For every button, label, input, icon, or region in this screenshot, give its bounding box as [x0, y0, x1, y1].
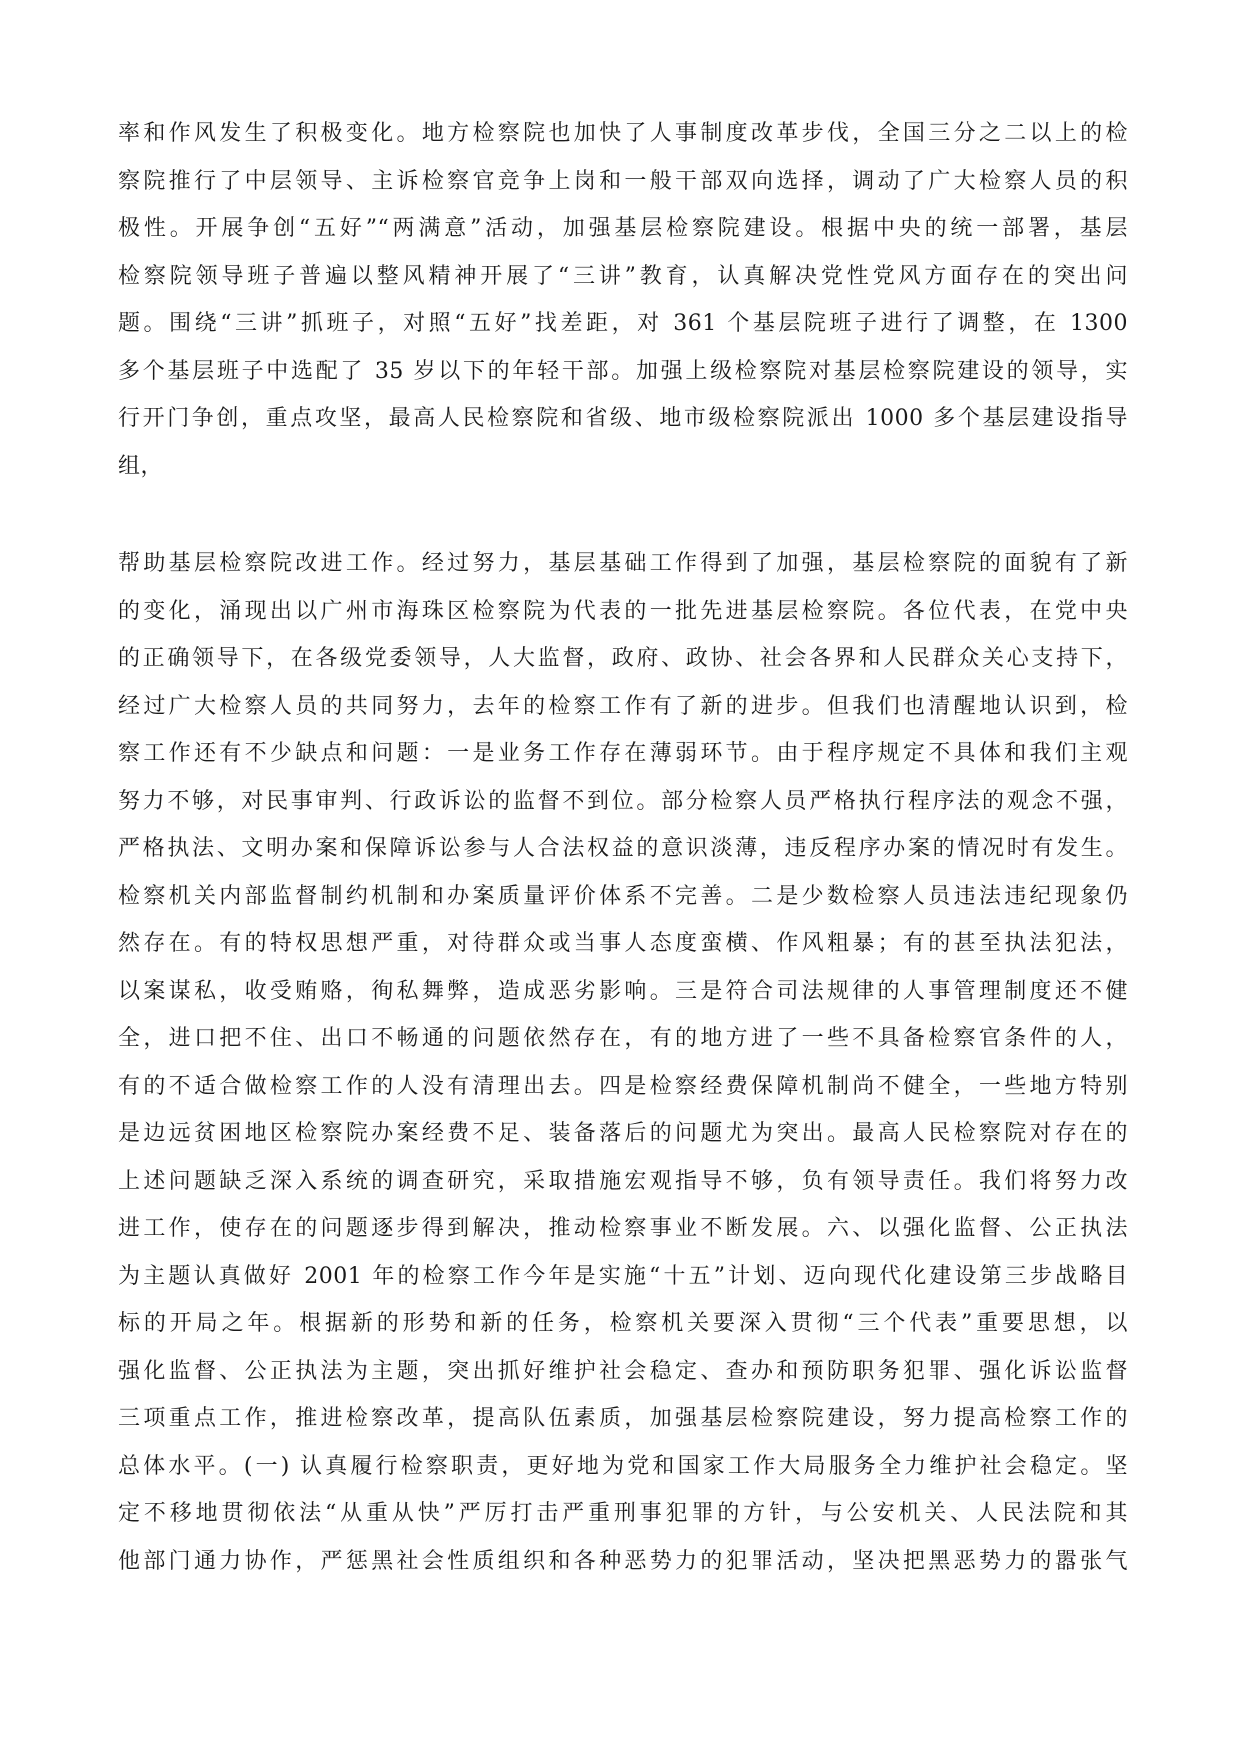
text-line: 题。围绕“三讲”抓班子，对照“五好”找差距，对 361 个基层院班子进行了调整，在 1300 — [118, 311, 1128, 336]
text-line: 察工作还有不少缺点和问题：一是业务工作存在薄弱环节。由于程序规定不具体和我们主观 — [118, 741, 1128, 766]
text-line: 行开门争创，重点攻坚，最高人民检察院和省级、地市级检察院派出 1000 多个基层建设指导 — [118, 406, 1128, 431]
text-line: 努力不够，对民事审判、行政诉讼的监督不到位。部分检察人员严格执行程序法的观念不强， — [118, 788, 1128, 814]
text-line: 为主题认真做好 2001 年的检察工作今年是实施“十五”计划、迈向现代化建设第三步战略目 — [118, 1263, 1128, 1289]
text-line: 以案谋私，收受贿赂，徇私舞弊，造成恶劣影响。三是符合司法规律的人事管理制度还不健 — [118, 978, 1128, 1004]
text-line: 三项重点工作，推进检察改革，提高队伍素质，加强基层检察院建设，努力提高检察工作的 — [118, 1406, 1128, 1431]
text-line: 帮助基层检察院改进工作。经过努力，基层基础工作得到了加强，基层检察院的面貌有了新 — [118, 551, 1128, 576]
text-line: 严格执法、文明办案和保障诉讼参与人合法权益的意识淡薄，违反程序办案的情况时有发生。 — [118, 836, 1128, 861]
text-line: 定不移地贯彻依法“从重从快”严厉打击严重刑事犯罪的方针，与公安机关、人民法院和其 — [118, 1501, 1128, 1526]
text-line: 进工作，使存在的问题逐步得到解决，推动检察事业不断发展。六、以强化监督、公正执法 — [118, 1216, 1128, 1241]
text-line: 极性。开展争创“五好”“两满意”活动，加强基层检察院建设。根据中央的统一部署，基层 — [118, 216, 1128, 241]
text-line: 然存在。有的特权思想严重，对待群众或当事人态度蛮横、作风粗暴；有的甚至执法犯法， — [118, 931, 1128, 956]
text-line: 标的开局之年。根据新的形势和新的任务，检察机关要深入贯彻“三个代表”重要思想，以 — [118, 1311, 1128, 1336]
text-line: 全，进口把不住、出口不畅通的问题依然存在，有的地方进了一些不具备检察官条件的人， — [118, 1026, 1128, 1051]
text-line: 组， — [118, 453, 164, 479]
text-line: 强化监督、公正执法为主题，突出抓好维护社会稳定、查办和预防职务犯罪、强化诉讼监督 — [118, 1358, 1128, 1384]
text-line: 有的不适合做检察工作的人没有清理出去。四是检察经费保障机制尚不健全，一些地方特别 — [118, 1073, 1128, 1099]
text-line: 经过广大检察人员的共同努力，去年的检察工作有了新的进步。但我们也清醒地认识到，检 — [118, 693, 1128, 719]
paragraph-2 — [118, 540, 1128, 1585]
text-line: 检察院领导班子普遍以整风精神开展了“三讲”教育，认真解决党性党风方面存在的突出问 — [118, 263, 1128, 289]
text-line: 察院推行了中层领导、主诉检察官竞争上岗和一般干部双向选择，调动了广大检察人员的积 — [118, 168, 1128, 194]
text-line: 率和作风发生了积极变化。地方检察院也加快了人事制度改革步伐，全国三分之二以上的检 — [118, 121, 1128, 146]
text-line: 上述问题缺乏深入系统的调查研究，采取措施宏观指导不够，负有领导责任。我们将努力改 — [118, 1168, 1128, 1194]
text-line: 他部门通力协作，严惩黑社会性质组织和各种恶势力的犯罪活动，坚决把黑恶势力的嚣张气 — [118, 1548, 1128, 1574]
text-line: 的正确领导下，在各级党委领导，人大监督，政府、政协、社会各界和人民群众关心支持下， — [118, 646, 1128, 671]
text-line: 是边远贫困地区检察院办案经费不足、装备落后的问题尤为突出。最高人民检察院对存在的 — [118, 1121, 1128, 1146]
text-line: 的变化，涌现出以广州市海珠区检察院为代表的一批先进基层检察院。各位代表，在党中央 — [118, 598, 1128, 624]
paragraph-1 — [118, 110, 1128, 490]
text-line: 总体水平。(一) 认真履行检察职责，更好地为党和国家工作大局服务全力维护社会稳定。坚 — [118, 1453, 1128, 1479]
text-line: 多个基层班子中选配了 35 岁以下的年轻干部。加强上级检察院对基层检察院建设的领导，实 — [118, 358, 1128, 384]
text-line: 检察机关内部监督制约机制和办案质量评价体系不完善。二是少数检察人员违法违纪现象仍 — [118, 883, 1128, 909]
